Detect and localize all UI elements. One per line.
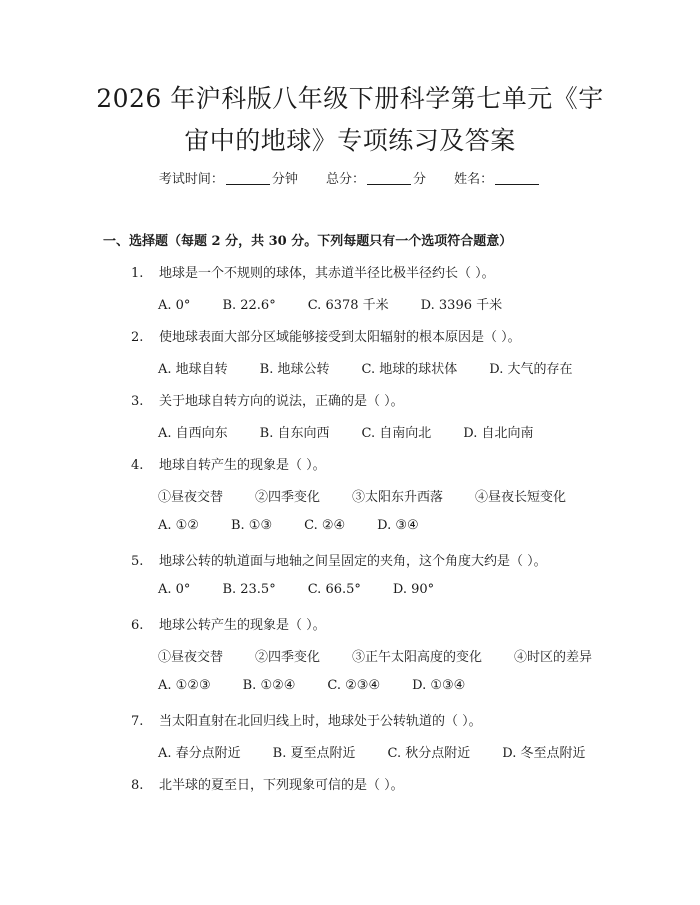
statement-1: ①昼夜交替: [158, 490, 224, 505]
question-text: 使地球表面大部分区域能够接受到太阳辐射的根本原因是（ ）。: [159, 330, 521, 345]
option-b: B. ①③: [230, 518, 273, 533]
question-6: [131, 614, 326, 633]
total-score: [326, 172, 426, 187]
question-4: [131, 454, 326, 473]
question-3-options: [158, 422, 533, 441]
question-7-options: [158, 742, 585, 761]
score-label: 总分：: [325, 172, 365, 187]
question-text: 关于地球自转方向的说法，正确的是（ ）。: [159, 394, 404, 409]
option-a: A. ①②: [158, 518, 199, 533]
question-2: [131, 326, 521, 345]
question-4-options: [158, 518, 419, 533]
option-b: B. 地球公转: [259, 362, 330, 377]
option-b: B. ①②④: [242, 678, 296, 693]
question-7: [131, 710, 482, 729]
statement-4: ④时区的差异: [514, 650, 593, 665]
question-number: 2.: [131, 330, 144, 345]
question-1-options: [158, 294, 502, 313]
question-2-options: [158, 358, 572, 377]
option-a: A. 自西向东: [158, 426, 228, 441]
option-b: B. 自东向西: [259, 426, 330, 441]
option-a: A. ①②③: [158, 678, 211, 693]
option-d: D. 自北向南: [463, 426, 534, 441]
option-d: D. ③④: [377, 518, 419, 533]
question-8: [131, 774, 404, 793]
option-d: D. 3396 千米: [420, 298, 503, 313]
score-unit: 分: [413, 172, 427, 187]
question-text: 当太阳直射在北回归线上时，地球处于公转轨道的（ ）。: [159, 714, 482, 729]
exam-time: [159, 172, 298, 187]
question-number: 4.: [131, 458, 144, 473]
question-number: 1.: [131, 266, 144, 281]
name-blank: [495, 172, 539, 185]
section-heading-multiple-choice: 一、选择题（每题 2 分，共 30 分。下列每题只有一个选项符合题意）: [103, 234, 513, 249]
title-line-2: 宙中的地球》专项练习及答案: [184, 126, 516, 155]
question-1: [131, 262, 495, 281]
title-line-1: 2026 年沪科版八年级下册科学第七单元《宇: [96, 84, 604, 113]
option-d: D. 90°: [392, 582, 435, 597]
option-a: A. 春分点附近: [158, 746, 241, 761]
option-b: B. 23.5°: [222, 582, 276, 597]
document-title: [0, 78, 700, 162]
question-text: 地球公转的轨道面与地轴之间呈固定的夹角，这个角度大约是（ ）。: [159, 554, 547, 569]
question-text: 地球自转产生的现象是（ ）。: [159, 458, 326, 473]
score-blank: [367, 172, 411, 185]
time-label: 考试时间：: [158, 172, 224, 187]
option-d: D. 大气的存在: [489, 362, 573, 377]
statement-2: ②四季变化: [255, 490, 321, 505]
option-b: B. 夏至点附近: [272, 746, 356, 761]
exam-meta: [0, 168, 700, 187]
question-6-options: [158, 678, 465, 693]
option-a: A. 地球自转: [158, 362, 228, 377]
question-text: 北半球的夏至日，下列现象可信的是（ ）。: [159, 778, 404, 793]
question-5-options: [158, 582, 434, 597]
option-a: A. 0°: [158, 298, 191, 313]
statement-1: ①昼夜交替: [158, 650, 224, 665]
time-blank: [226, 172, 270, 185]
option-b: B. 22.6°: [222, 298, 276, 313]
question-3: [131, 390, 404, 409]
option-c: C. ②③④: [327, 678, 381, 693]
option-c: C. 自南向北: [361, 426, 432, 441]
option-c: C. 秋分点附近: [387, 746, 471, 761]
student-name: [454, 172, 541, 187]
question-number: 8.: [131, 778, 144, 793]
time-unit: 分钟: [271, 172, 298, 187]
question-4-statements: [158, 486, 566, 505]
question-number: 5.: [131, 554, 144, 569]
question-text: 地球是一个不规则的球体，其赤道半径比极半径约长（ ）。: [159, 266, 495, 281]
statement-2: ②四季变化: [255, 650, 321, 665]
option-d: D. 冬至点附近: [502, 746, 586, 761]
question-6-statements: [158, 646, 592, 665]
question-number: 3.: [131, 394, 144, 409]
question-text: 地球公转产生的现象是（ ）。: [159, 618, 326, 633]
statement-4: ④昼夜长短变化: [475, 490, 567, 505]
option-c: C. ②④: [304, 518, 346, 533]
name-label: 姓名：: [454, 172, 494, 187]
statement-3: ③太阳东升西落: [352, 490, 444, 505]
statement-3: ③正午太阳高度的变化: [352, 650, 483, 665]
option-d: D. ①③④: [412, 678, 466, 693]
option-c: C. 6378 千米: [307, 298, 389, 313]
question-5: [131, 550, 547, 569]
question-number: 7.: [131, 714, 144, 729]
option-a: A. 0°: [158, 582, 191, 597]
option-c: C. 地球的球状体: [361, 362, 458, 377]
option-c: C. 66.5°: [307, 582, 361, 597]
question-number: 6.: [131, 618, 144, 633]
